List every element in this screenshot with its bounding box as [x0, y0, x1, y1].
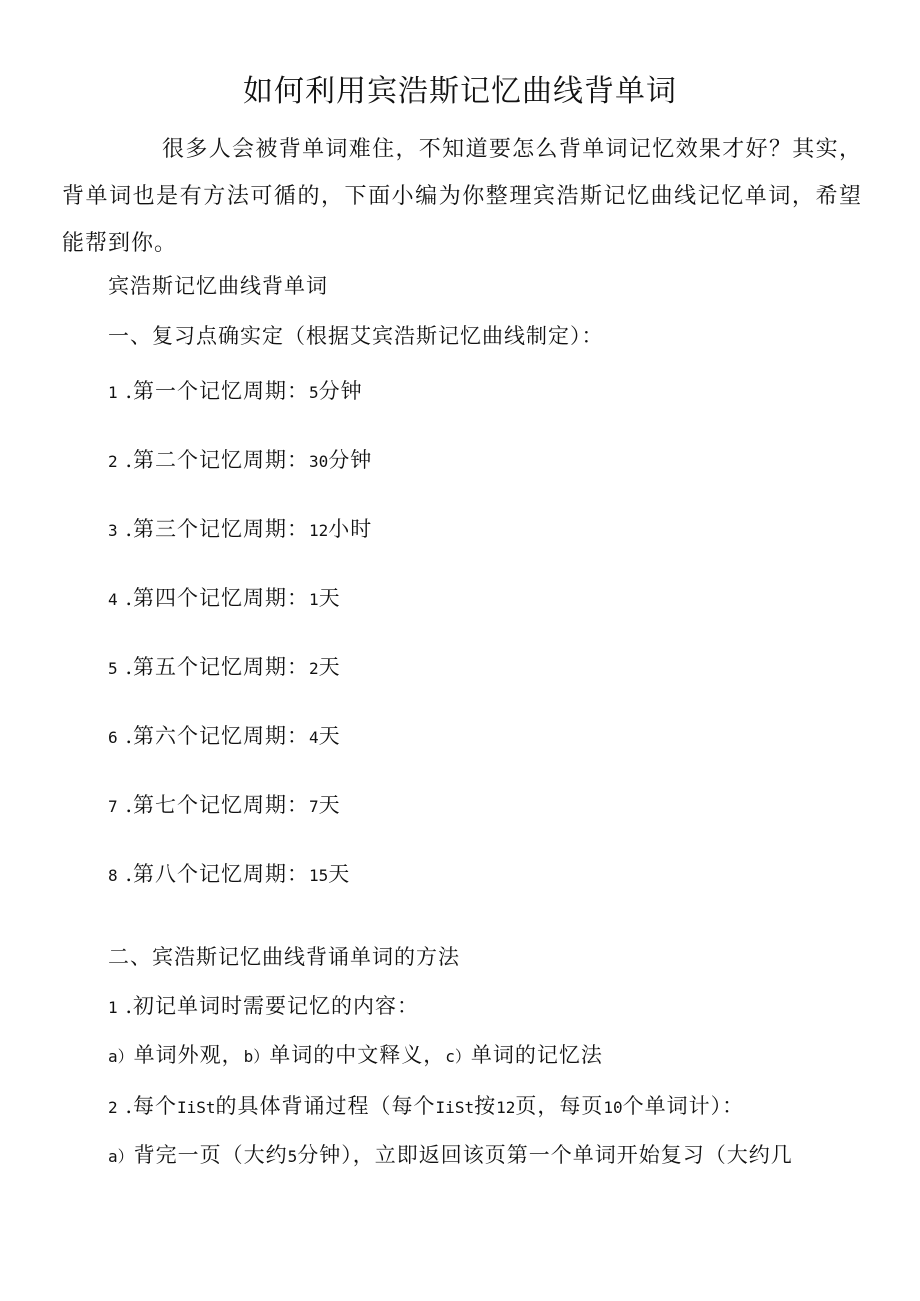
sub-label-a: a） [108, 1147, 134, 1166]
method-item-2-step-a [108, 1139, 793, 1173]
period-unit: 天 [318, 655, 341, 679]
period-text: .第四个记忆周期： [125, 586, 310, 610]
period-value: 1 [309, 590, 319, 609]
item-text: 页，每页 [515, 1094, 604, 1118]
item-number: 2 [108, 1098, 118, 1117]
period-unit: 天 [318, 793, 341, 817]
period-value: 15 [309, 866, 329, 885]
intro-paragraph: 很多人会被背单词难住，不知道要怎么背单词记忆效果才好？其实，背单词也是有方法可循的，下面小编为你整理宾浩斯记忆曲线记忆单词，希望能帮到你。 [62, 137, 862, 256]
list-term: IiSt [435, 1098, 475, 1117]
period-unit: 分钟 [318, 379, 363, 403]
item-text: .初记单词时需要记忆的内容： [125, 994, 420, 1018]
period-unit: 小时 [328, 517, 373, 541]
period-number: 5 [108, 659, 118, 678]
period-item [108, 651, 341, 685]
item-text: 个单词计）： [622, 1094, 745, 1118]
period-unit: 天 [318, 586, 341, 610]
step-text: 分钟），立即返回该页第一个单词开始复习（大约几 [297, 1143, 793, 1167]
period-number: 3 [108, 521, 118, 540]
period-text: .第三个记忆周期： [125, 517, 310, 541]
period-value: 7 [309, 797, 319, 816]
period-value: 12 [309, 521, 329, 540]
period-unit: 天 [318, 724, 341, 748]
item-number: 1 [108, 998, 118, 1017]
period-text: .第一个记忆周期： [125, 379, 310, 403]
minutes-value: 5 [287, 1147, 298, 1166]
word-count: 10 [603, 1098, 623, 1117]
part2-heading: 二、宾浩斯记忆曲线背诵单词的方法 [108, 945, 460, 969]
sub-text-a: 单词外观， [133, 1043, 244, 1067]
period-item [108, 582, 341, 616]
period-number: 4 [108, 590, 118, 609]
period-number: 2 [108, 452, 118, 471]
list-term: IiSt [177, 1098, 216, 1117]
page-count: 12 [496, 1098, 516, 1117]
period-item [108, 513, 372, 547]
period-unit: 分钟 [328, 448, 373, 472]
item-text: 按 [474, 1094, 497, 1118]
section-heading: 宾浩斯记忆曲线背单词 [108, 274, 328, 298]
sub-label-a: a） [108, 1047, 134, 1066]
method-item-2 [108, 1090, 744, 1124]
period-number: 7 [108, 797, 118, 816]
step-text: 背完一页（大约 [133, 1143, 288, 1167]
page-title: 如何利用宾浩斯记忆曲线背单词 [243, 74, 677, 109]
method-item-1-contents [108, 1039, 603, 1073]
period-number: 1 [108, 383, 118, 402]
period-value: 4 [309, 728, 319, 747]
period-unit: 天 [328, 862, 351, 886]
item-text: .每个 [125, 1094, 178, 1118]
period-text: .第二个记忆周期： [125, 448, 310, 472]
sub-text-b: 单词的中文释义， [269, 1043, 446, 1067]
part1-heading: 一、复习点确实定（根据艾宾浩斯记忆曲线制定）： [108, 324, 604, 348]
sub-label-c: c） [445, 1047, 471, 1066]
sub-text-c: 单词的记忆法 [470, 1043, 603, 1067]
period-item [108, 720, 341, 754]
period-item [108, 858, 350, 892]
item-text: 的具体背诵过程（每个 [215, 1094, 436, 1118]
period-value: 2 [309, 659, 319, 678]
period-text: .第七个记忆周期： [125, 793, 310, 817]
period-text: .第六个记忆周期： [125, 724, 310, 748]
period-item [108, 375, 363, 409]
period-text: .第八个记忆周期： [125, 862, 310, 886]
period-text: .第五个记忆周期： [125, 655, 310, 679]
method-item-1 [108, 990, 419, 1024]
period-value: 5 [309, 383, 319, 402]
sub-label-b: b） [243, 1047, 270, 1066]
period-value: 30 [309, 452, 329, 471]
period-number: 6 [108, 728, 118, 747]
period-item [108, 444, 372, 478]
period-item [108, 789, 341, 823]
period-number: 8 [108, 866, 118, 885]
